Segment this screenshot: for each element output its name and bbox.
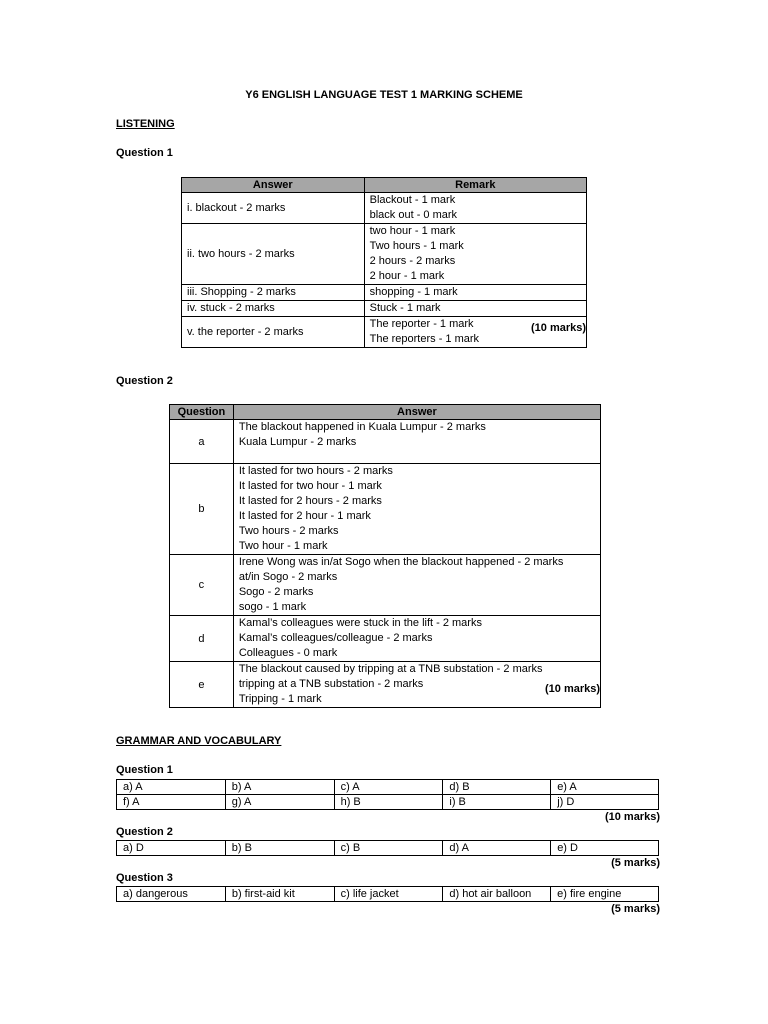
answer-cell: iii. Shopping - 2 marks bbox=[182, 285, 365, 301]
answer-cell: b) A bbox=[225, 780, 334, 795]
remark-cell: Stuck - 1 mark bbox=[364, 301, 586, 317]
answer-cell: j) D bbox=[551, 795, 659, 810]
answer-cell: d) B bbox=[443, 780, 551, 795]
answer-cell: b) first-aid kit bbox=[225, 887, 334, 902]
answer-cell: e) A bbox=[551, 780, 659, 795]
listening-q2-total: (10 marks) bbox=[545, 683, 601, 695]
grammar-heading: GRAMMAR AND VOCABULARY bbox=[116, 735, 282, 747]
listening-q2-label: Question 2 bbox=[116, 375, 173, 387]
answer-cell: v. the reporter - 2 marks bbox=[182, 317, 365, 348]
answer-line: The blackout caused by tripping at a TNB substation - 2 marks bbox=[238, 663, 543, 675]
question-cell: e bbox=[170, 662, 234, 708]
answer-cell: c) B bbox=[334, 841, 443, 856]
answer-line: Kamal’s colleagues were stuck in the lift - 2 marks bbox=[238, 617, 482, 629]
listening-q1-total: (10 marks) bbox=[531, 322, 587, 334]
table-row bbox=[117, 841, 659, 856]
answer-line: Kamal’s colleagues/colleague - 2 marks bbox=[238, 632, 433, 644]
answer-cell: iv. stuck - 2 marks bbox=[182, 301, 365, 317]
listening-q1-table bbox=[181, 177, 587, 348]
table-row bbox=[182, 224, 587, 285]
remark-line: Two hours - 1 mark bbox=[369, 240, 464, 252]
answer-line: at/in Sogo - 2 marks bbox=[238, 571, 338, 583]
answer-cell: i) B bbox=[443, 795, 551, 810]
answer-cell bbox=[233, 420, 600, 464]
table-row bbox=[170, 464, 601, 555]
header-answer: Answer bbox=[233, 405, 600, 420]
table-row bbox=[170, 616, 601, 662]
table-row bbox=[117, 887, 659, 902]
table-row bbox=[182, 193, 587, 224]
table-row bbox=[182, 285, 587, 301]
listening-q2-table bbox=[169, 404, 601, 708]
table-row bbox=[117, 795, 659, 810]
grammar-q3-total: (5 marks) bbox=[611, 903, 660, 915]
answer-line: It lasted for two hour - 1 mark bbox=[238, 480, 382, 492]
answer-cell bbox=[233, 555, 600, 616]
answer-cell bbox=[233, 464, 600, 555]
question-cell: c bbox=[170, 555, 234, 616]
answer-cell: c) life jacket bbox=[334, 887, 443, 902]
listening-q1-label: Question 1 bbox=[116, 147, 173, 159]
answer-cell: f) A bbox=[117, 795, 226, 810]
header-answer: Answer bbox=[182, 178, 365, 193]
table-row bbox=[170, 420, 601, 464]
answer-line: Two hours - 2 marks bbox=[238, 525, 339, 537]
grammar-q1-total: (10 marks) bbox=[604, 811, 660, 823]
answer-cell: d) hot air balloon bbox=[443, 887, 551, 902]
table-row bbox=[170, 555, 601, 616]
answer-line: tripping at a TNB substation - 2 marks bbox=[238, 678, 424, 690]
remark-line: 2 hour - 1 mark bbox=[369, 270, 445, 282]
table-row bbox=[170, 662, 601, 708]
question-cell: a bbox=[170, 420, 234, 464]
question-cell: b bbox=[170, 464, 234, 555]
answer-line: Tripping - 1 mark bbox=[238, 693, 322, 705]
header-question: Question bbox=[170, 405, 234, 420]
answer-line: Two hour - 1 mark bbox=[238, 540, 328, 552]
grammar-q3-label: Question 3 bbox=[116, 872, 173, 884]
answer-cell: e) fire engine bbox=[551, 887, 659, 902]
remark-line: two hour - 1 mark bbox=[369, 225, 456, 237]
answer-line: sogo - 1 mark bbox=[238, 601, 307, 613]
remark-line: 2 hours - 2 marks bbox=[369, 255, 456, 267]
answer-line: Irene Wong was in/at Sogo when the blackout happened - 2 marks bbox=[238, 556, 564, 568]
answer-cell: g) A bbox=[225, 795, 334, 810]
table-row bbox=[117, 780, 659, 795]
remark-cell bbox=[364, 193, 586, 224]
listening-heading: LISTENING bbox=[116, 118, 175, 130]
answer-line: It lasted for 2 hour - 1 mark bbox=[238, 510, 371, 522]
table-row bbox=[182, 317, 587, 348]
remark-cell: shopping - 1 mark bbox=[364, 285, 586, 301]
answer-cell: a) A bbox=[117, 780, 226, 795]
grammar-q3-table bbox=[116, 886, 659, 902]
page-title: Y6 ENGLISH LANGUAGE TEST 1 MARKING SCHEME bbox=[245, 89, 523, 101]
answer-line: It lasted for two hours - 2 marks bbox=[238, 465, 393, 477]
remark-line: The reporters - 1 mark bbox=[369, 333, 480, 345]
remark-line: The reporter - 1 mark bbox=[369, 318, 474, 330]
remark-line: Blackout - 1 mark bbox=[369, 194, 456, 206]
table-row bbox=[182, 301, 587, 317]
answer-cell: d) A bbox=[443, 841, 551, 856]
answer-cell: ii. two hours - 2 marks bbox=[182, 224, 365, 285]
answer-cell: i. blackout - 2 marks bbox=[182, 193, 365, 224]
grammar-q1-table bbox=[116, 779, 659, 810]
answer-line: Colleagues - 0 mark bbox=[238, 647, 338, 659]
answer-line: Sogo - 2 marks bbox=[238, 586, 314, 598]
grammar-q2-label: Question 2 bbox=[116, 826, 173, 838]
answer-cell: a) dangerous bbox=[117, 887, 226, 902]
answer-line: It lasted for 2 hours - 2 marks bbox=[238, 495, 382, 507]
answer-cell bbox=[233, 616, 600, 662]
answer-cell: b) B bbox=[225, 841, 334, 856]
answer-cell: e) D bbox=[551, 841, 659, 856]
answer-cell: c) A bbox=[334, 780, 443, 795]
answer-line: Kuala Lumpur - 2 marks bbox=[238, 436, 357, 448]
remark-line: black out - 0 mark bbox=[369, 209, 458, 221]
answer-line: The blackout happened in Kuala Lumpur - 2 marks bbox=[238, 421, 486, 433]
answer-cell: a) D bbox=[117, 841, 226, 856]
grammar-q2-total: (5 marks) bbox=[611, 857, 660, 869]
remark-cell bbox=[364, 224, 586, 285]
grammar-q2-table bbox=[116, 840, 659, 856]
header-remark: Remark bbox=[364, 178, 586, 193]
question-cell: d bbox=[170, 616, 234, 662]
answer-cell: h) B bbox=[334, 795, 443, 810]
grammar-q1-label: Question 1 bbox=[116, 764, 173, 776]
